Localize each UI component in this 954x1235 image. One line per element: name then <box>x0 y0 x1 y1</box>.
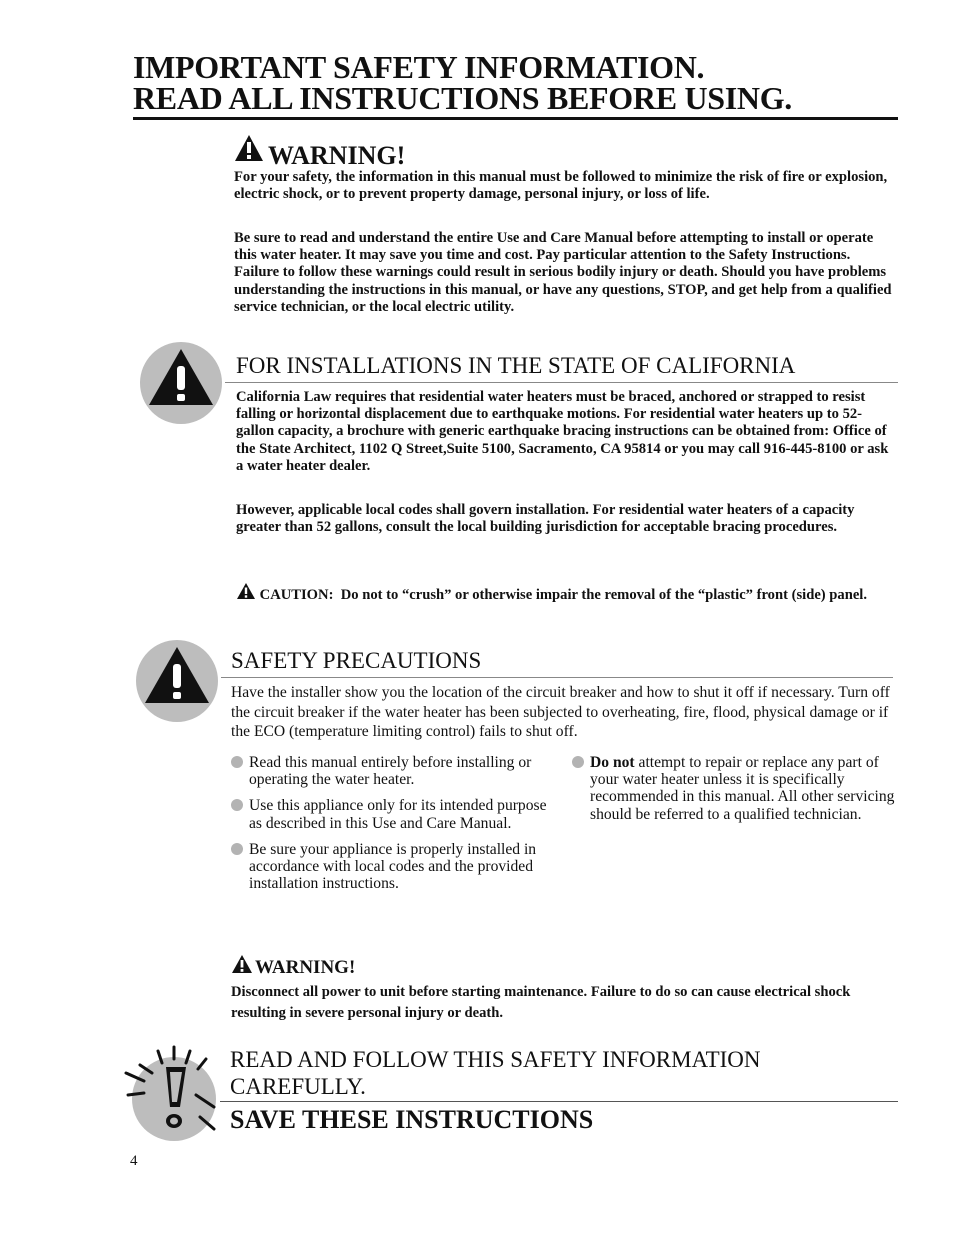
do-not-label: Do not <box>590 754 635 771</box>
warning-paragraph-1: For your safety, the information in this manual must be followed to minimize the risk of fire or explosion, electric shock, or to prevent property damage, personal injury, or loss of life. <box>234 169 888 203</box>
read-follow-heading: READ AND FOLLOW THIS SAFETY INFORMATION CAREFULLY. <box>230 1047 761 1099</box>
warning-heading: WARNING! <box>268 141 406 170</box>
attention-icon <box>124 1045 220 1150</box>
warning-icon <box>234 134 264 167</box>
california-rule <box>225 382 898 383</box>
bullet-dot <box>231 843 243 855</box>
exclamation-icon <box>140 342 222 424</box>
bullet-dot <box>572 756 584 768</box>
california-paragraph-1: California Law requires that residential water heaters must be braced, anchored or strapped to resist falling or horizontal displacement due to earthquake motions. For residential water heaters up to 52-gallon capacity, a brochure with generic earthquake bracing instructions can be obtained from: Office of the State Architect, 1102 Q Street,Suite 5100, Sacramento, CA 95814 or you may call 916-445-8100 or ask a water heater dealer. <box>236 389 889 474</box>
california-paragraph-2: However, applicable local codes shall govern installation. For residential water heaters of a capacity greater than 52 gallons, consult the local building jurisdiction for acceptable bracing procedures. <box>236 502 855 536</box>
precautions-rule <box>221 677 893 678</box>
title-rule <box>133 117 898 120</box>
page-title-line2: READ ALL INSTRUCTIONS BEFORE USING. <box>133 80 793 116</box>
list-item: Do not attempt to repair or replace any part of your water heater unless it is specifically recommended in this manual. All other servicing should be referred to a qualified technician. <box>572 754 898 823</box>
warning-heading-2: WARNING! <box>255 957 356 978</box>
caution-note <box>236 582 898 604</box>
page-title-line1: IMPORTANT SAFETY INFORMATION. <box>133 49 705 85</box>
list-item: Be sure your appliance is properly installed in accordance with local codes and the provided installation instructions. <box>231 841 556 893</box>
bullet-dot <box>231 756 243 768</box>
exclamation-icon-2 <box>136 640 218 722</box>
warning-paragraph-2: Be sure to read and understand the entire Use and Care Manual before attempting to install or operate this water heater. It may save you time and cost. Pay particular attention to the Safety Instructions. Failure to follow these warnings could result in serious bodily injury or death. Should you have problems understanding the instructions in this manual, or have any questions, STOP, and get help from a qualified service technician, or the local electric utility. <box>234 230 892 315</box>
caution-icon <box>236 582 256 600</box>
warning-text-2: Disconnect all power to unit before starting maintenance. Failure to do so can cause electrical shock resulting in severe personal injury or death. <box>231 984 851 1021</box>
caution-label: CAUTION: <box>259 587 334 603</box>
list-item: Use this appliance only for its intended purpose as described in this Use and Care Manual. <box>231 797 556 831</box>
precautions-left-list <box>231 754 556 901</box>
warning-icon-2 <box>231 954 253 979</box>
california-heading: FOR INSTALLATIONS IN THE STATE OF CALIFORNIA <box>236 353 796 378</box>
precautions-heading: SAFETY PRECAUTIONS <box>231 648 482 673</box>
list-item: Read this manual entirely before installing or operating the water heater. <box>231 754 556 788</box>
footer-rule <box>220 1101 898 1102</box>
bullet-dot <box>231 799 243 811</box>
precautions-right-list <box>572 754 898 832</box>
save-instructions-heading: SAVE THESE INSTRUCTIONS <box>230 1105 594 1134</box>
precautions-intro: Have the installer show you the location of the circuit breaker and how to shut it off if necessary. Turn off the circuit breaker if the water heater has been subjected to overheating, fire, flood, physical damage or if the ECO (temperature limiting control) fails to shut off. <box>231 684 890 740</box>
caution-text: Do not to “crush” or otherwise impair the removal of the “plastic” front (side) panel. <box>340 587 868 603</box>
page-number: 4 <box>130 1153 138 1169</box>
page-title <box>133 49 793 116</box>
